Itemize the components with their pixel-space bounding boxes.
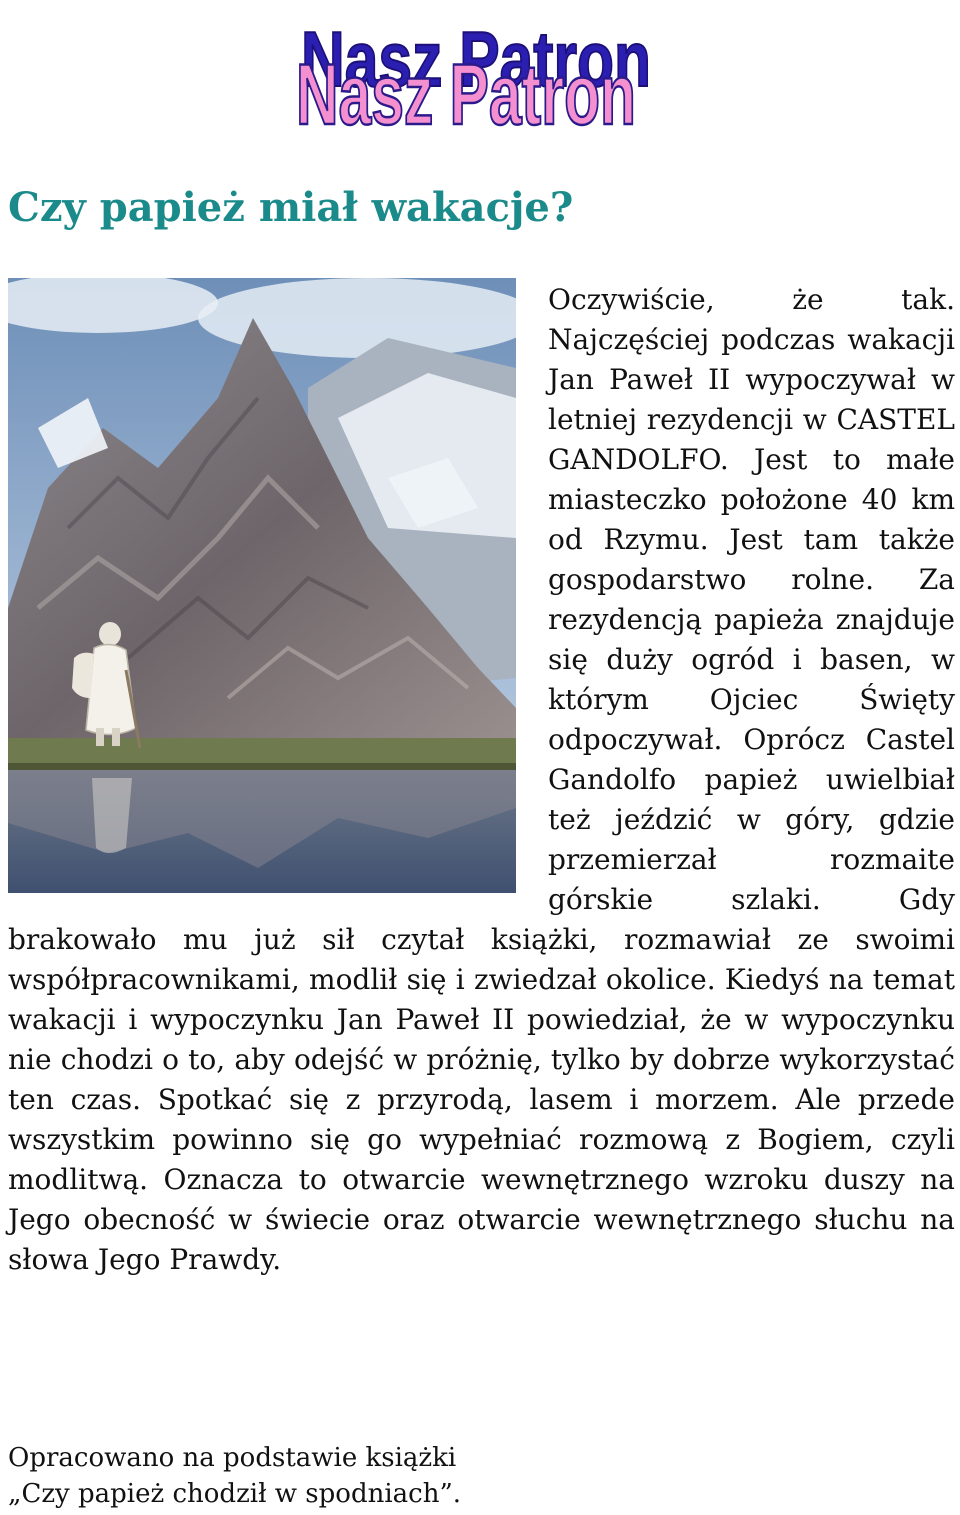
source-line-1: Opracowano na podstawie książki <box>8 1443 457 1473</box>
article-body <box>8 280 955 1280</box>
article-body-text: Oczywiście, że tak. Najczęściej podczas wakacji Jan Paweł II wypoczywał w letniej rezydencji w CASTEL GANDOLFO. Jest to małe miasteczko położone 40 km od Rzymu. Jest tam także gospodarstwo rolne. Za rezydencją papieża znajduje się duży ogród i basen, w którym Ojciec Święty odpoczywał. Oprócz Castel Gandolfo papież uwielbiał też jeździć w góry, gdzie przemierzał rozmaite górskie szlaki. Gdy brakowało mu już sił czytał książki, rozmawiał ze swoimi współpracownikami, modlił się i zwiedzał okolice. Kiedyś na temat wakacji i wypoczynku Jan Paweł II powiedział, że w wypoczynku nie chodzi o to, aby odejść w próżnię, tylko by dobrze wykorzystać ten czas. Spotkać się z przyrodą, lasem i morzem. Ale przede wszystkim powinno się go wypełniać rozmową z Bogiem, czyli modlitwą. Oznacza to otwarcie wewnętrznego wzroku duszy na Jego obecność w świecie oraz otwarcie wewnętrznego słuchu na słowa Jego Prawdy. <box>8 283 955 1276</box>
logo-text-shadow: Nasz Patron <box>301 15 651 103</box>
photo-wrap-spacer <box>8 280 548 895</box>
article-title: Czy papież miał wakacje? <box>8 184 574 231</box>
logo-text: Nasz Patron <box>296 47 636 136</box>
masthead-logo <box>290 6 670 136</box>
source-note <box>8 1440 461 1512</box>
source-line-2: „Czy papież chodził w spodniach”. <box>8 1479 462 1509</box>
